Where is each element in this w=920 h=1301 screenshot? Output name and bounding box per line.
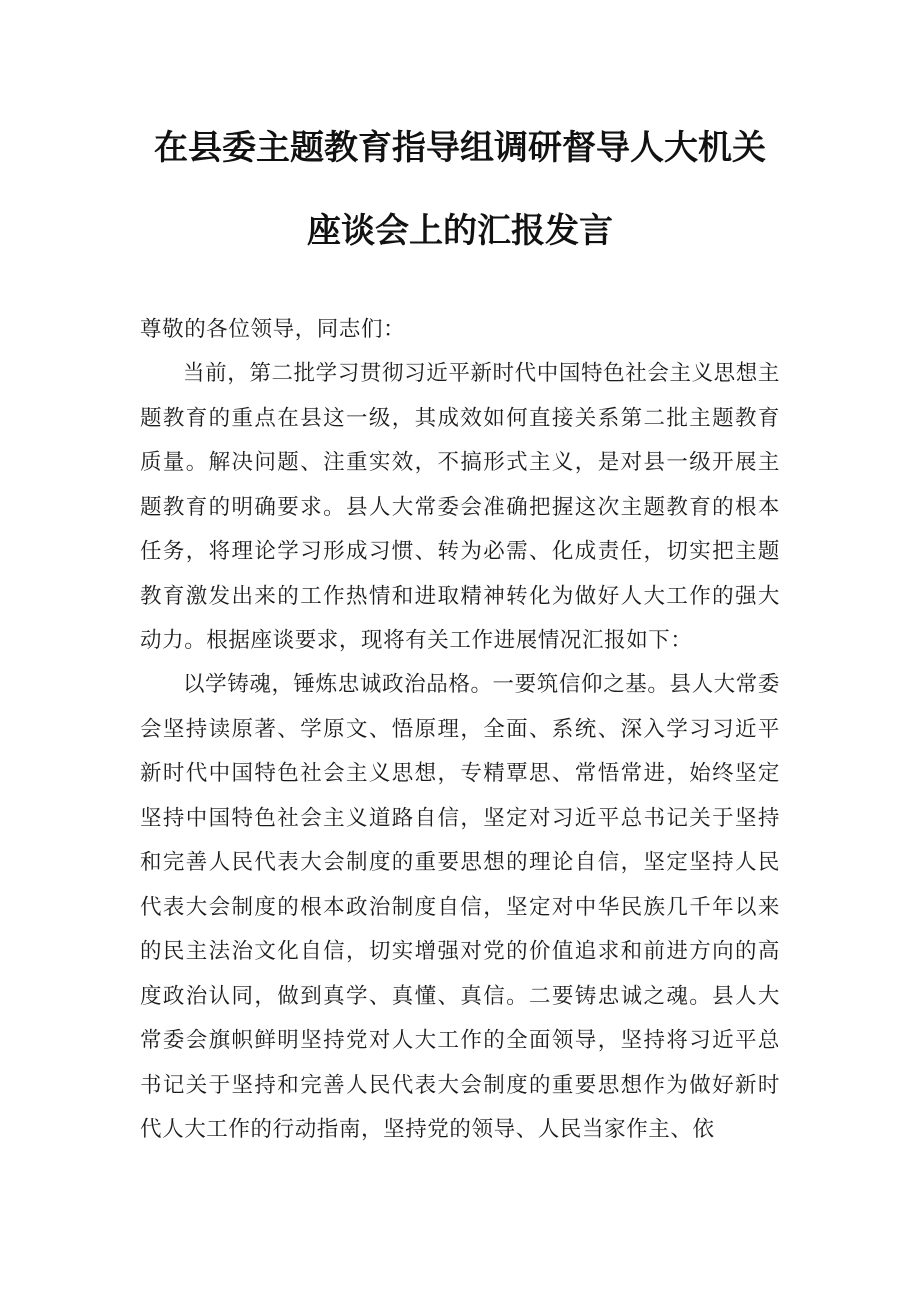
- paragraph-intro: 当前，第二批学习贯彻习近平新时代中国特色社会主义思想主题教育的重点在县这一级，其成效如何直接关系第二批主题教育质量。解决问题、注重实效，不搞形式主义，是对县一级开展主题教育的明确要求。县人大常委会准确把握这次主题教育的根本任务，将理论学习形成习惯、转为必需、化成责任，切实把主题教育激发出来的工作热情和进取精神转化为做好人大工作的强大动力。根据座谈要求，现将有关工作进展情况汇报如下：: [140, 361, 780, 653]
- salutation: 尊敬的各位领导，同志们：: [140, 317, 406, 342]
- document-title-line-1: 在县委主题教育指导组调研督导人大机关: [154, 128, 766, 168]
- document-title-line-2: 座谈会上的汇报发言: [307, 211, 613, 251]
- paragraph-section-1: 以学铸魂，锤炼忠诚政治品格。一要筑信仰之基。县人大常委会坚持读原著、学原文、悟原理，全面、系统、深入学习习近平新时代中国特色社会主义思想，专精覃思、常悟常进，始终坚定坚持中国特色社会主义道路自信，坚定对习近平总书记关于坚持和完善人民代表大会制度的重要思想的理论自信，坚定坚持人民代表大会制度的根本政治制度自信，坚定对中华民族几千年以来的民主法治文化自信，切实增强对党的价值追求和前进方向的高度政治认同，做到真学、真懂、真信。二要铸忠诚之魂。县人大常委会旗帜鲜明坚持党对人大工作的全面领导，坚持将习近平总书记关于坚持和完善人民代表大会制度的重要思想作为做好新时代人大工作的行动指南，坚持党的领导、人民当家作主、依: [140, 672, 780, 1142]
